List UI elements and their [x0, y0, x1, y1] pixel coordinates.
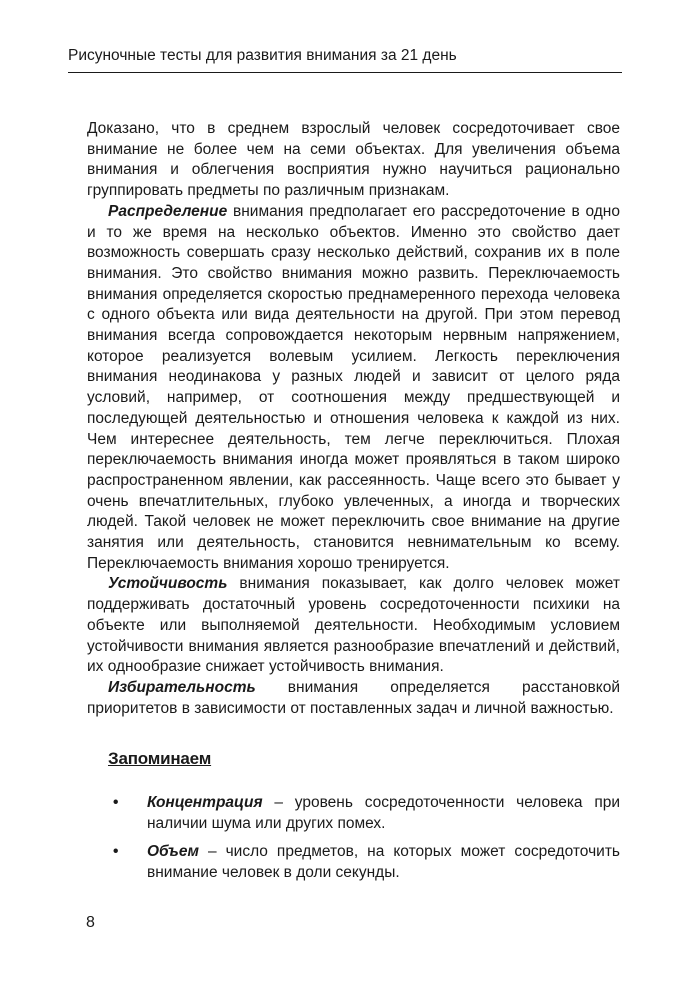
term-volume: Объем	[147, 843, 199, 861]
paragraph-text: внимания предполагает его рассредоточение в одно и то же время на несколько объектов. Именно это свойство дает возможность совершать сразу несколько действий, сохранив их в поле внимания. Это свойство внимания можно развить. Переключаемость внимания определяется скоростью преднамеренного перехода человека с одного объекта или вида деятельности на другой. При этом перевод внимания всегда сопровождается некоторым нервным напряжением, которое реализуется волевым усилием. Легкость переключения внимания неодинакова у разных людей и зависит от целого ряда условий, например, от соотношения между предшествующей и последующей деятельностью и отношения человека к каждой из них. Чем интереснее деятельность, тем легче переключиться. Плохая переключаемость внимания иногда может проявляться в таком широко распространенном явлении, как рассеянность. Чаще всего это бывает у очень впечатлительных, глубоко увлеченных, а иногда и творческих людей. Такой человек не может переключить свое внимание на другие занятия или деятельность, становится невнимательным ко всему. Переключаемость внимания хорошо тренируется.	[87, 202, 620, 572]
body-text	[87, 119, 620, 719]
bullet-icon: •	[113, 843, 119, 861]
running-header: Рисуночные тесты для развития внимания за 21 день	[68, 47, 457, 64]
page-number: 8	[86, 914, 95, 931]
paragraph-intro	[87, 119, 620, 202]
term-stability: Устойчивость	[108, 575, 228, 593]
term-distribution: Распределение	[108, 202, 228, 220]
section-title: Запоминаем	[108, 749, 212, 768]
paragraph-text: внимания показывает, как долго человек может поддерживать достаточный уровень сосредоточенности психики на объекте или выполняемой деятельности. Необходимым условием устойчивости внимания является разнообразие впечатлений и действий, их однообразие снижает устойчивость внимания.	[87, 575, 620, 676]
list-item-text: – число предметов, на которых может сосредоточить внимание человек в доли секунды.	[147, 843, 620, 882]
bullet-list	[113, 793, 620, 892]
list-item	[113, 842, 620, 883]
list-item-text: – уровень сосредоточенности человека при наличии шума или других помех.	[147, 794, 620, 832]
paragraph-text: Доказано, что в среднем взрослый человек сосредоточивает свое внимание не более чем на семи объектах. Для увеличения объема внимания и облегчения восприятия нужно научиться рационально группировать предметы по различным признакам.	[87, 120, 620, 200]
header-rule	[68, 72, 622, 73]
term-selectivity: Избирательность	[108, 678, 256, 696]
paragraph-selectivity	[87, 678, 620, 719]
term-concentration: Концентрация	[147, 794, 263, 811]
list-item	[113, 793, 620, 834]
paragraph-stability	[87, 574, 620, 678]
paragraph-distribution	[87, 202, 620, 575]
paragraph-text: внимания определяется расстановкой приоритетов в зависимости от поставленных задач и личной важностью.	[87, 678, 620, 717]
bullet-icon: •	[113, 794, 119, 811]
